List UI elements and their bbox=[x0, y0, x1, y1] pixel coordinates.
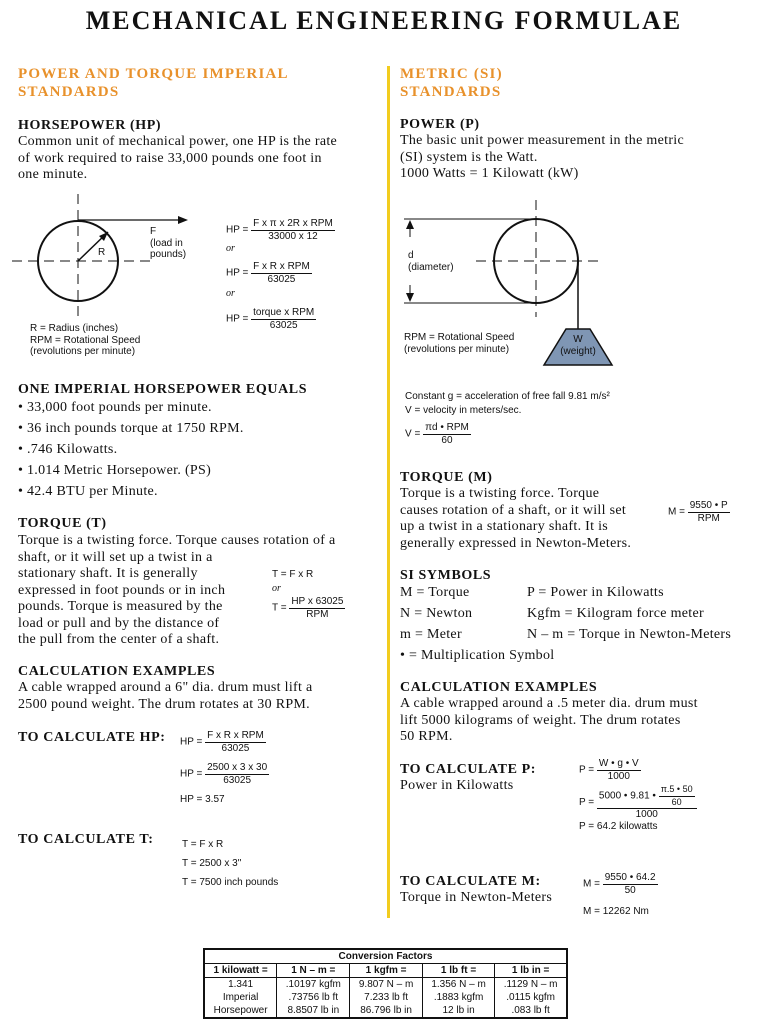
table-row: Horsepower 8.8507 lb in 86.796 lb in 12 lb in .083 lb ft bbox=[204, 1004, 567, 1018]
calc-examples-text: A cable wrapped around a 6" dia. drum must lift a 2500 pound weight. The drum rotates at 30 RPM. bbox=[18, 680, 313, 712]
weight-label: W (weight) bbox=[560, 334, 596, 357]
or-text: or bbox=[226, 243, 235, 254]
hp-equals-list bbox=[18, 397, 244, 502]
power-text: The basic unit power measurement in the metric (SI) system is the Watt. 1000 Watts = 1 Kilowatt (kW) bbox=[400, 133, 684, 181]
constants-text: Constant g = acceleration of free fall 9.81 m/s² V = velocity in meters/sec. bbox=[405, 391, 610, 416]
list-item: • 33,000 foot pounds per minute. bbox=[18, 400, 212, 415]
calc-p-sub: Power in Kilowatts bbox=[400, 778, 514, 793]
table-header: 1 N – m = bbox=[277, 964, 350, 978]
list-item: • 1.014 Metric Horsepower. (PS) bbox=[18, 463, 212, 478]
radius-label: R bbox=[98, 247, 106, 258]
force-label: F (load in pounds) bbox=[150, 226, 187, 260]
calc-hp-label: TO CALCULATE HP: bbox=[18, 730, 166, 745]
velocity-formula: V = $\frac{\text{πd • RPM}}{60}$ bbox=[405, 422, 469, 446]
horsepower-heading: HORSEPOWER (HP) bbox=[18, 118, 162, 133]
diameter-label: d (diameter) bbox=[408, 250, 454, 273]
list-item: • 42.4 BTU per Minute. bbox=[18, 484, 158, 499]
table-header: 1 kgfm = bbox=[350, 964, 422, 978]
section-title-imperial: POWER AND TORQUE IMPERIAL STANDARDS bbox=[18, 66, 289, 100]
si-symbols-heading: SI SYMBOLS bbox=[400, 568, 492, 583]
section-title-metric: METRIC (SI) STANDARDS bbox=[400, 66, 503, 100]
torque-m-text: Torque is a twisting force. Torque causes rotation of a shaft, or it will set up a twist in a stationary shaft. It is generally expressed in Newton-Meters. bbox=[400, 486, 632, 551]
calc-m-sub: Torque in Newton-Meters bbox=[400, 890, 553, 905]
calc-m-step-1: M = $\frac{9550 • 64.2}{50}$ bbox=[583, 872, 656, 896]
table-caption: Conversion Factors bbox=[204, 949, 567, 964]
table-row: Imperial .73756 lb ft 7.233 lb ft .1883 kgfm .0115 kgfm bbox=[204, 991, 567, 1004]
hp-equals-heading: ONE IMPERIAL HORSEPOWER EQUALS bbox=[18, 382, 308, 397]
column-divider bbox=[387, 66, 390, 918]
calc-t-label: TO CALCULATE T: bbox=[18, 832, 154, 847]
page-title: MECHANICAL ENGINEERING FORMULAE bbox=[85, 6, 683, 35]
calc-hp-step-1: HP = $\frac{\text{F x R x RPM}}{63025}$ bbox=[180, 730, 264, 754]
calc-hp-result: HP = 3.57 bbox=[180, 794, 225, 805]
torque-heading: TORQUE (T) bbox=[18, 516, 107, 531]
table-row: 1.341 .10197 kgfm 9.807 N – m 1.356 N – m .1129 N – m bbox=[204, 978, 567, 992]
calc-p-result: P = 64.2 kilowatts bbox=[579, 821, 658, 832]
metric-calc-heading: CALCULATION EXAMPLES bbox=[400, 680, 598, 695]
metric-diagram-legend: RPM = Rotational Speed (revolutions per minute) bbox=[404, 332, 515, 355]
hp-formula-2: HP = $\frac{\text{F x R x RPM}}{63025}$ bbox=[226, 261, 310, 285]
metric-calc-text: A cable wrapped around a .5 meter dia. drum must lift 5000 kilograms of weight. The drum rotates 50 RPM. bbox=[400, 696, 698, 744]
calc-m-result: M = 12262 Nm bbox=[583, 906, 649, 917]
si-symbols-right: P = Power in Kilowatts Kgfm = Kilogram force meter N – m = Torque in Newton-Meters bbox=[527, 585, 732, 642]
table-header: 1 lb ft = bbox=[422, 964, 494, 978]
torque-m-formula: M = $\frac{9550 • P}{\text{RPM}}$ bbox=[668, 500, 728, 524]
or-text: or bbox=[226, 288, 235, 299]
calc-m-label: TO CALCULATE M: bbox=[400, 874, 541, 889]
calc-hp-step-2: HP = $\frac{2500 x 3 x 30}{63025}$ bbox=[180, 762, 268, 786]
list-item: • 36 inch pounds torque at 1750 RPM. bbox=[18, 421, 244, 436]
horsepower-text: Common unit of mechanical power, one HP is the rate of work required to raise 33,000 pounds one foot in one minute. bbox=[18, 134, 338, 182]
torque-text: Torque is a twisting force. Torque causes rotation of a shaft, or it will set up a twist in a stationary shaft. It is generally expressed in foot pounds or in inch pounds. Torque is measured by the load or pull and by the distance of the pull from the center of a shaft. bbox=[18, 533, 336, 647]
imperial-diagram-legend: R = Radius (inches) RPM = Rotational Speed (revolutions per minute) bbox=[30, 323, 141, 357]
force-arrowhead bbox=[178, 216, 188, 224]
calc-t-steps: T = F x R T = 2500 x 3" T = 7500 inch pounds bbox=[182, 839, 279, 888]
calc-p-step-1: P = $\frac{W • g • V}{1000}$ bbox=[579, 758, 639, 782]
hp-formula-1: HP = $\frac{\text{F x π x 2R x RPM}}{33000 x 12}$ bbox=[226, 218, 333, 242]
list-item: • .746 Kilowatts. bbox=[18, 442, 118, 457]
torque-formula-2: T = $\frac{\text{HP x 63025}}{\text{RPM}}$ bbox=[272, 596, 344, 620]
table-header: 1 kilowatt = bbox=[204, 964, 277, 978]
conversion-table bbox=[203, 948, 568, 1019]
calc-p-step-2: P = 5000 • 9.81 • $\frac{\pi.5 • 50}{60}$ 1000 bbox=[579, 784, 697, 821]
power-heading: POWER (P) bbox=[400, 117, 480, 132]
diameter-arrowhead-up bbox=[406, 220, 414, 229]
calc-examples-heading: CALCULATION EXAMPLES bbox=[18, 664, 216, 679]
hp-formula-3: HP = $\frac{\text{torque x RPM}}{63025}$ bbox=[226, 307, 315, 331]
calc-p-label: TO CALCULATE P: bbox=[400, 762, 537, 777]
diameter-arrowhead-down bbox=[406, 293, 414, 302]
torque-m-heading: TORQUE (M) bbox=[400, 470, 493, 485]
table-header: 1 lb in = bbox=[495, 964, 567, 978]
torque-formula-1: T = F x R bbox=[272, 569, 314, 580]
or-text: or bbox=[272, 583, 281, 594]
si-symbols-left: M = Torque N = Newton m = Meter • = Multiplication Symbol bbox=[400, 585, 555, 663]
